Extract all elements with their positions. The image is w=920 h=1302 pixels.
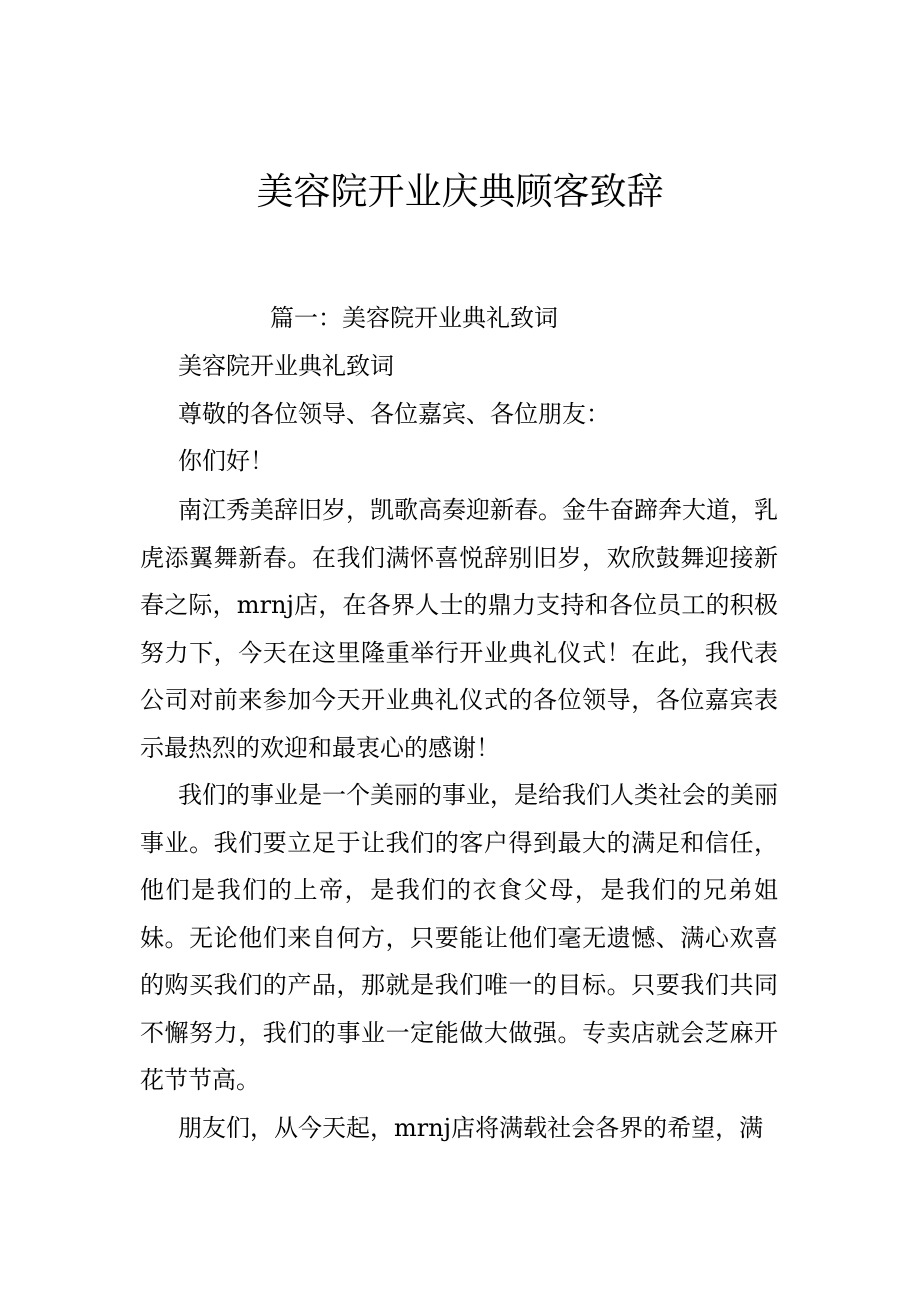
paragraph-1: 南江秀美辞旧岁，凯歌高奏迎新春。金牛奋蹄奔大道，乳虎添翼舞新春。在我们满怀喜悦辞别旧岁，欢欣鼓舞迎接新春之际，mrnj店，在各界人士的鼎力支持和各位员工的积极努力下，今天在这里隆重举行开业典礼仪式！在此，我代表公司对前来参加今天开业典礼仪式的各位领导，各位嘉宾表示最热烈的欢迎和最衷心的感谢！ (140, 496, 778, 762)
section-heading: 篇一：美容院开业典礼致词 (270, 304, 558, 332)
salutation: 尊敬的各位领导、各位嘉宾、各位朋友： (178, 400, 610, 428)
document-title: 美容院开业庆典顾客致辞 (256, 170, 664, 213)
paragraph-3: 朋友们，从今天起，mrnj店将满载社会各界的希望，满 (178, 1114, 764, 1142)
subtitle: 美容院开业典礼致词 (178, 352, 394, 380)
paragraph-2: 我们的事业是一个美丽的事业，是给我们人类社会的美丽事业。我们要立足于让我们的客户得到最大的满足和信任，他们是我们的上帝，是我们的衣食父母，是我们的兄弟姐妹。无论他们来自何方，只要能让他们毫无遗憾、满心欢喜的购买我们的产品，那就是我们唯一的目标。只要我们共同不懈努力，我们的事业一定能做大做强。专卖店就会芝麻开花节节高。 (140, 781, 778, 1094)
greeting: 你们好！ (178, 447, 274, 475)
